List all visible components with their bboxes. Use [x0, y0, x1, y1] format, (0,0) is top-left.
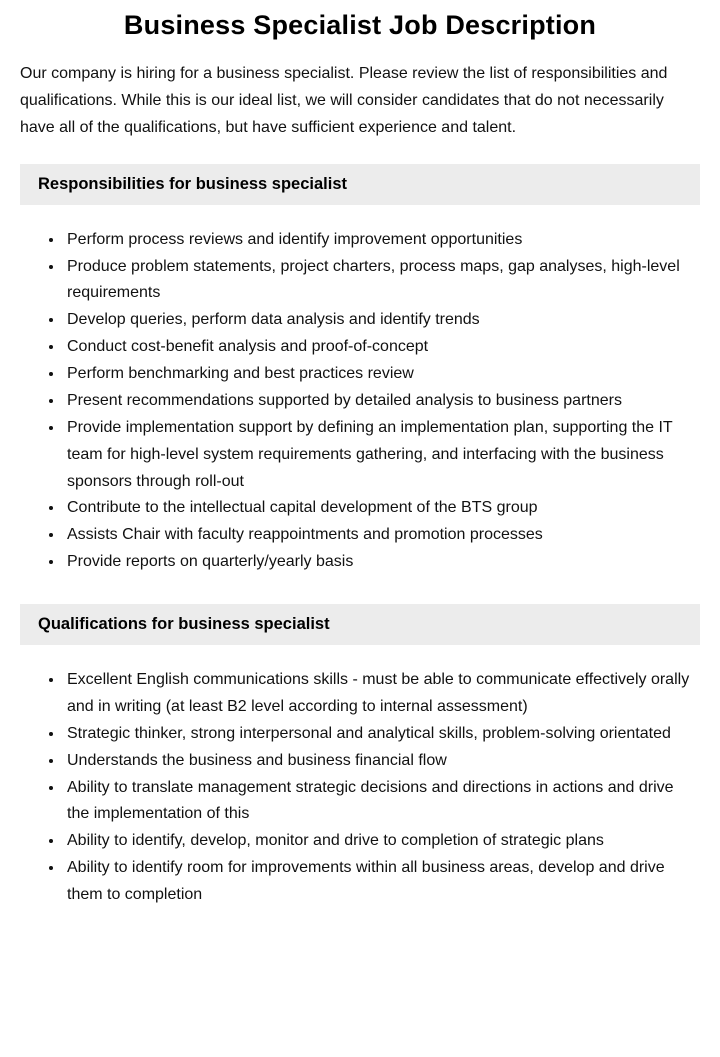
- intro-paragraph: Our company is hiring for a business specialist. Please review the list of responsibilities and qualifications. While this is our ideal list, we will consider candidates that do not necessarily have all of the qualifications, but have sufficient experience and talent.: [20, 65, 668, 136]
- list-item: • Perform process reviews and identify improvement opportunities: [64, 227, 700, 254]
- responsibilities-list: [20, 227, 700, 576]
- list-item: • Ability to translate management strategic decisions and directions in actions and drive the implementation of this: [64, 775, 700, 829]
- list-item: • Provide reports on quarterly/yearly basis: [64, 549, 700, 576]
- responsibilities-section-header: Responsibilities for business specialist: [20, 164, 700, 205]
- list-item: • Conduct cost-benefit analysis and proof-of-concept: [64, 334, 700, 361]
- list-item: • Produce problem statements, project charters, process maps, gap analyses, high-level requirements: [64, 254, 700, 308]
- list-item: • Contribute to the intellectual capital development of the BTS group: [64, 495, 700, 522]
- list-item: • Ability to identify room for improvements within all business areas, develop and drive them to completion: [64, 855, 700, 909]
- list-item: • Assists Chair with faculty reappointments and promotion processes: [64, 522, 700, 549]
- list-item: • Understands the business and business financial flow: [64, 748, 700, 775]
- list-item: • Provide implementation support by defining an implementation plan, supporting the IT team for high-level system requirements gathering, and interfacing with the business sponsors through roll-out: [64, 415, 700, 496]
- list-item: • Ability to identify, develop, monitor and drive to completion of strategic plans: [64, 828, 700, 855]
- list-item: • Perform benchmarking and best practices review: [64, 361, 700, 388]
- qualifications-list: [20, 667, 700, 909]
- page-title: Business Specialist Job Description: [123, 10, 597, 40]
- list-item: • Develop queries, perform data analysis and identify trends: [64, 307, 700, 334]
- qualifications-section-header: Qualifications for business specialist: [20, 604, 700, 645]
- list-item: • Excellent English communications skills - must be able to communicate effectively orally and in writing (at least B2 level according to internal assessment): [64, 667, 700, 721]
- list-item: • Strategic thinker, strong interpersonal and analytical skills, problem-solving orientated: [64, 721, 700, 748]
- list-item: • Present recommendations supported by detailed analysis to business partners: [64, 388, 700, 415]
